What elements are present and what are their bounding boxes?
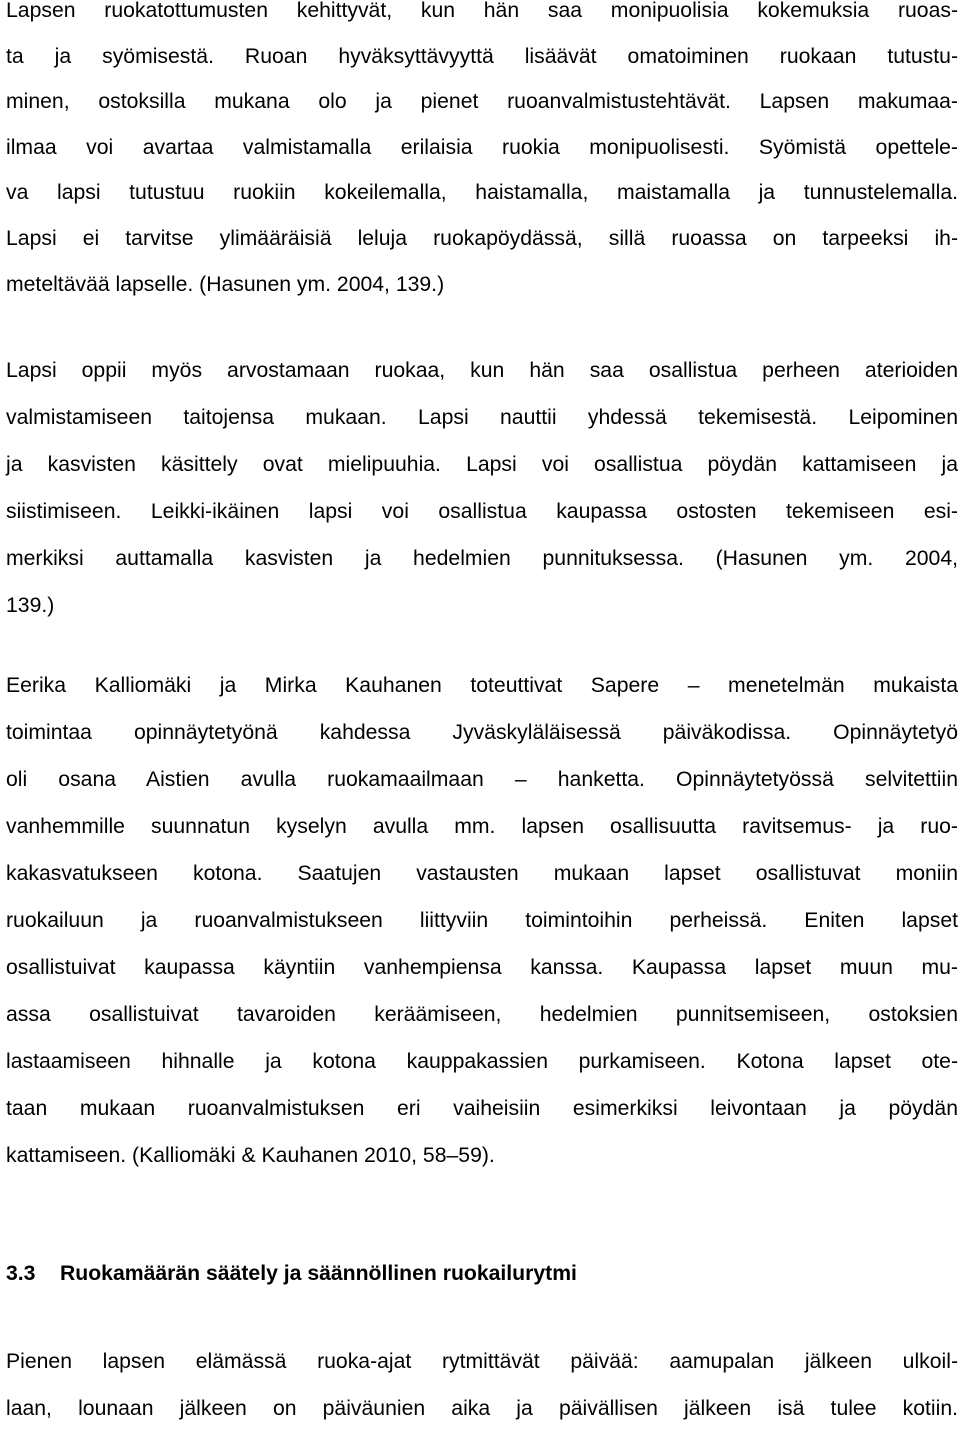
text-line: Lapsi ei tarvitse ylimääräisiä leluja ruokapöydässä, sillä ruoassa on tarpeeksi ih- — [6, 226, 958, 250]
text-line: Lapsen ruokatottumusten kehittyvät, kun hän saa monipuolisia kokemuksia ruoas- — [6, 0, 958, 22]
paragraph-food-habits — [6, 0, 958, 307]
text-line: minen, ostoksilla mukana olo ja pienet ruoanvalmistustehtävät. Lapsen makumaa- — [6, 90, 958, 114]
paragraph-sapere-thesis — [6, 662, 958, 1179]
text-line: osallistuivat kaupassa käyntiin vanhempiensa kanssa. Kaupassa lapset muun mu- — [6, 956, 958, 979]
text-line: lastaamiseen hihnalle ja kotona kauppakassien purkamiseen. Kotona lapset ote- — [6, 1050, 958, 1073]
paragraph-food-appreciation — [6, 347, 958, 629]
text-line: toimintaa opinnäytetyönä kahdessa Jyväskyläläisessä päiväkodissa. Opinnäytetyö — [6, 721, 958, 744]
text-line: ja kasvisten käsittely ovat mielipuuhia. Lapsi voi osallistua pöydän kattamiseen ja — [6, 453, 958, 476]
paragraph-meal-rhythm — [6, 1338, 958, 1432]
text-line: 139.) — [6, 594, 55, 617]
text-line: laan, lounaan jälkeen on päiväunien aika ja päivällisen jälkeen isä tulee kotiin. — [6, 1397, 958, 1420]
text-line: kakasvatukseen kotona. Saatujen vastausten mukaan lapset osallistuvat moniin — [6, 862, 958, 885]
text-line: kattamiseen. (Kalliomäki & Kauhanen 2010, 58–59). — [6, 1144, 495, 1167]
text-line: ruokailuun ja ruoanvalmistukseen liittyviin toimintoihin perheissä. Eniten lapset — [6, 909, 958, 932]
text-line: oli osana Aistien avulla ruokamaailmaan – hanketta. Opinnäytetyössä selvitettiin — [6, 768, 958, 791]
section-number: 3.3 — [6, 1262, 36, 1285]
text-line: assa osallistuivat tavaroiden keräämiseen, hedelmien punnitsemiseen, ostoksien — [6, 1003, 958, 1026]
text-line: Pienen lapsen elämässä ruoka-ajat rytmittävät päivää: aamupalan jälkeen ulkoil- — [6, 1350, 958, 1373]
text-line: ilmaa voi avartaa valmistamalla erilaisia ruokia monipuolisesti. Syömistä opettele- — [6, 135, 958, 159]
text-line: Lapsi oppii myös arvostamaan ruokaa, kun hän saa osallistua perheen aterioiden — [6, 359, 958, 382]
text-line: va lapsi tutustuu ruokiin kokeilemalla, haistamalla, maistamalla ja tunnustelemalla. — [6, 181, 958, 205]
text-line: siistimiseen. Leikki-ikäinen lapsi voi osallistua kaupassa ostosten tekemiseen esi- — [6, 500, 958, 523]
text-line: Eerika Kalliomäki ja Mirka Kauhanen toteuttivat Sapere – menetelmän mukaista — [6, 674, 958, 697]
text-line: valmistamiseen taitojensa mukaan. Lapsi nauttii yhdessä tekemisestä. Leipominen — [6, 406, 958, 429]
text-line: merkiksi auttamalla kasvisten ja hedelmien punnituksessa. (Hasunen ym. 2004, — [6, 547, 958, 570]
section-title: Ruokamäärän säätely ja säännöllinen ruokailurytmi — [60, 1262, 577, 1285]
text-line: ta ja syömisestä. Ruoan hyväksyttävyyttä lisäävät omatoiminen ruokaan tutustu- — [6, 44, 958, 68]
section-heading — [6, 1250, 958, 1297]
text-line: meteltävää lapselle. (Hasunen ym. 2004, 139.) — [6, 272, 445, 296]
text-line: vanhemmille suunnatun kyselyn avulla mm. lapsen osallisuutta ravitsemus- ja ruo- — [6, 815, 958, 838]
text-line: taan mukaan ruoanvalmistuksen eri vaiheisiin esimerkiksi leivontaan ja pöydän — [6, 1097, 958, 1120]
